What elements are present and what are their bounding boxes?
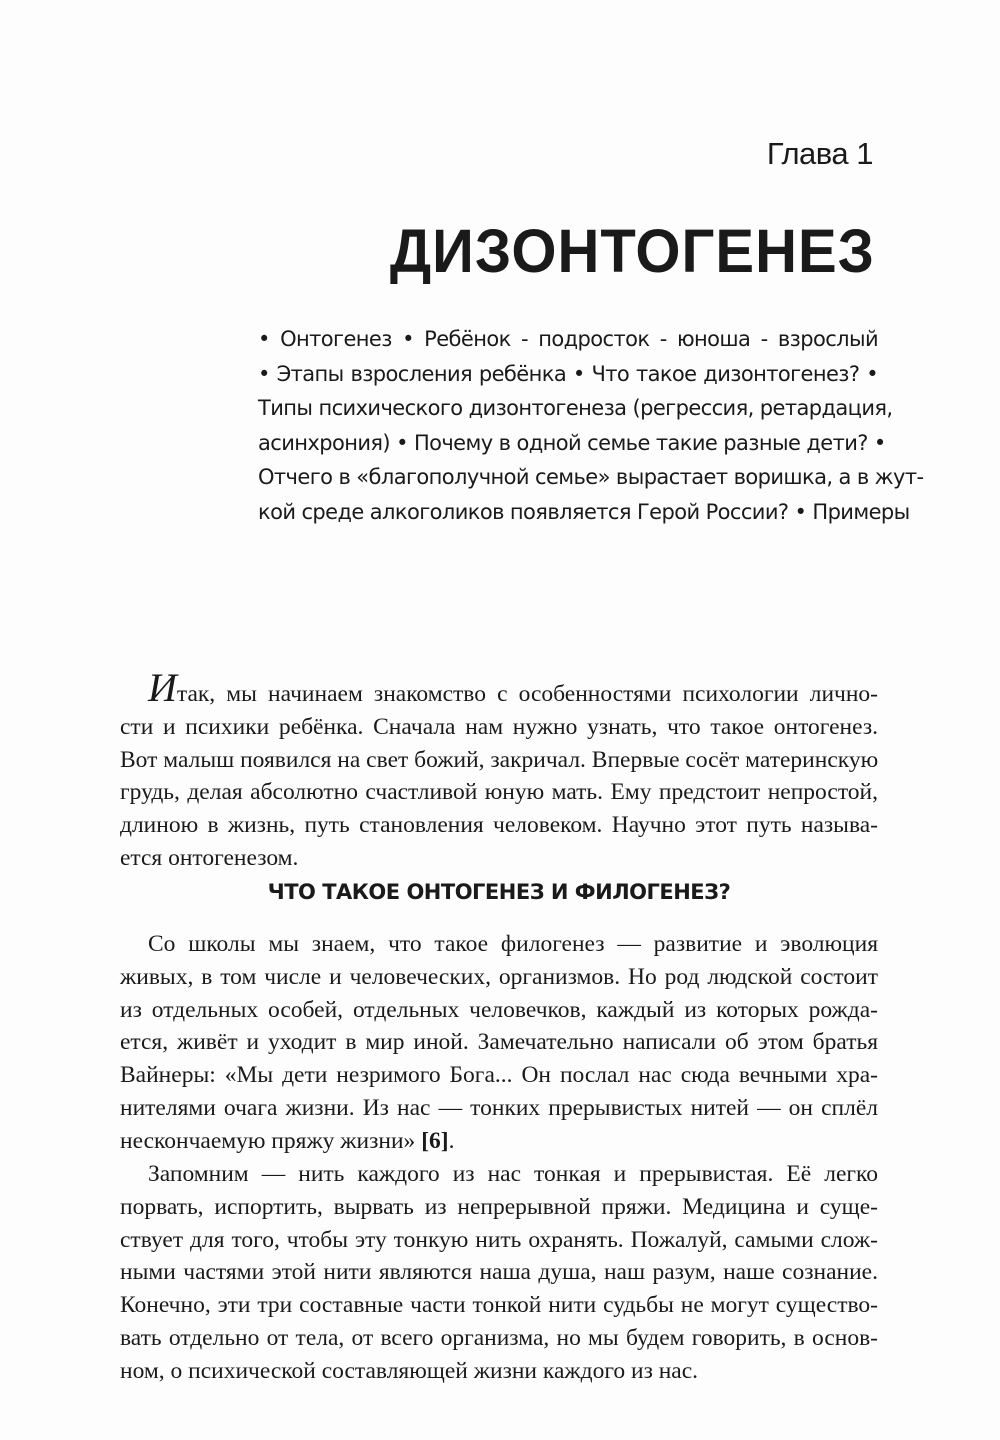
summary-line: Отчего в «благополучной семье» вырастает воришка, а в жут- [258,465,924,489]
text-line: ными частями этой нити являются наша душа, наш разум, наше сознание. [120,1259,878,1286]
text-line [120,1125,878,1158]
text-line: живых, в том числе и человеческих, организмов. Но род людской состоит [120,963,878,990]
text-line: Конечно, эти три составные части тонкой нити судьбы не могут существо- [120,1292,878,1319]
text-line: ется, живёт и уходит в мир иной. Замечательно написали об этом братья [120,1029,878,1056]
text-line: порвать, испортить, вырвать из непрерывной пряжи. Медицина и суще- [120,1193,878,1220]
text-line: Вот малыш появился на свет божий, закричал. Впервые сосёт материнскую [120,746,879,773]
summary-line: • Этапы взросления ребёнка • Что такое дизонтогенез? • [258,361,878,386]
section-heading: ЧТО ТАКОЕ ОНТОГЕНЕЗ И ФИЛОГЕНЕЗ? [267,880,731,904]
paragraph-2 [120,1158,878,1388]
text-span: нескончаемую пряжу жизни» [120,1127,422,1154]
text-line: из отдельных особей, отдельных человечков, каждый из которых рожда- [120,996,878,1023]
summary-line: кой среде алкоголиков появляется Герой России? • Примеры [258,499,910,524]
text-line: ется онтогенезом. [120,844,299,871]
text-line: Со школы мы знаем, что такое филогенез — развитие и эволюция [148,931,878,957]
summary-line: Типы психического дизонтогенеза (регрессия, ретардация, [258,396,893,420]
paragraph-1 [120,928,878,1158]
intro-paragraph [120,665,879,875]
summary-line: асинхрония) • Почему в одной семье такие разные дети? • [258,430,886,455]
text-line: вать отдельно от тела, от всего организма, но мы будем говорить, в основ- [120,1324,878,1351]
summary-line: • Онтогенез • Ребёнок - подросток - юноша - взрослый [258,327,878,351]
text-line: грудь, делая абсолютно счастливой юную мать. Ему предстоит непростой, [120,779,878,806]
drop-cap: И [148,665,177,710]
chapter-summary [258,322,924,529]
text-span: . [448,1127,455,1154]
text-line [120,665,878,711]
text-line: Вайнеры: «Мы дети незримого Бога... Он послал нас сюда вечными хра- [120,1062,878,1089]
text-line: сти и психики ребёнка. Сначала нам нужно узнать, что такое онтогенез. [120,713,878,740]
text-line: Запомним — нить каждого из нас тонкая и прерывистая. Её легко [148,1161,878,1187]
chapter-label: Глава 1 [766,136,873,171]
text-span: так, мы начинаем знакомство с особенностями психологии лично- [176,681,878,707]
text-line: ствует для того, чтобы эту тонкую нить охранять. Пожалуй, самыми слож- [120,1226,878,1253]
text-line: длиною в жизнь, путь становления человеком. Научно этот путь называ- [120,812,878,839]
text-line: нителями очага жизни. Из нас — тонких прерывистых нитей — он сплёл [120,1094,878,1121]
citation-reference: [6] [421,1127,449,1154]
chapter-title: ДИЗОНТОГЕНЕЗ [389,217,875,286]
text-line: ном, о психической составляющей жизни каждого из нас. [120,1357,699,1384]
